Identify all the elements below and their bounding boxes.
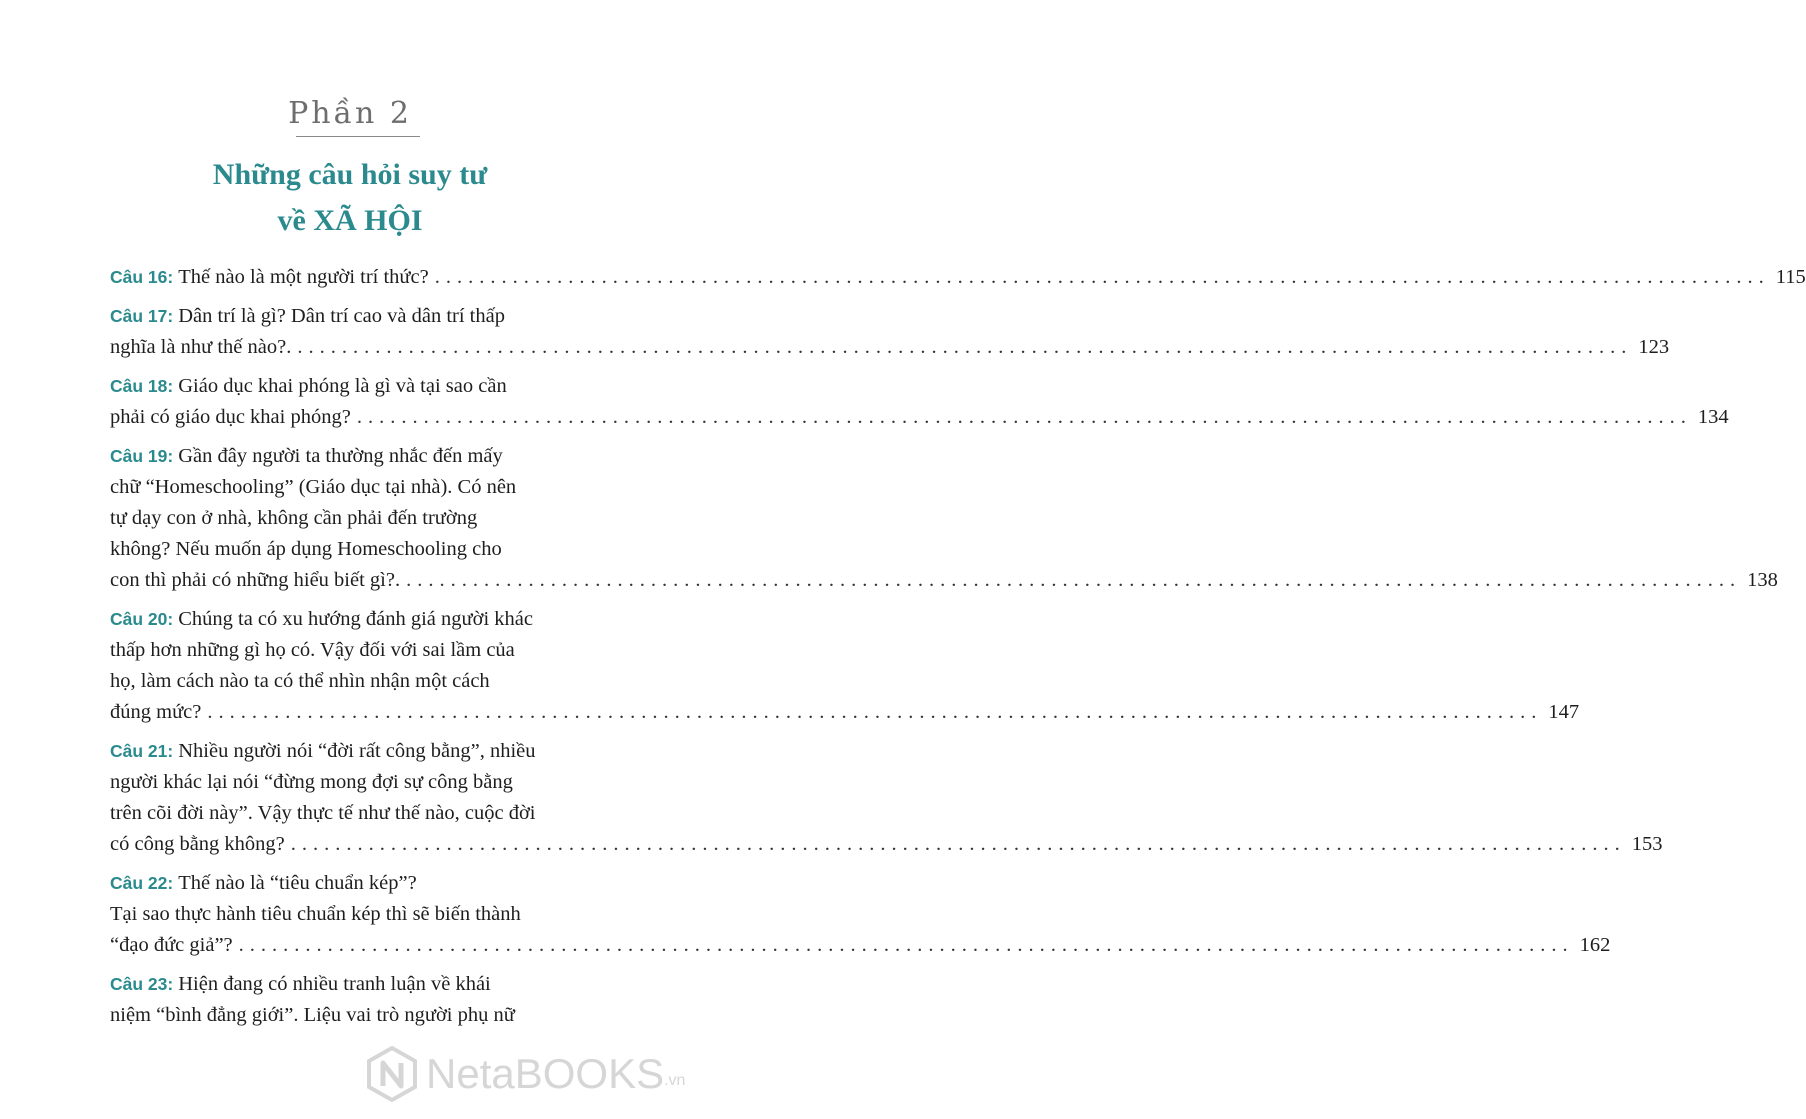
page-number: 162 <box>1579 934 1611 956</box>
toc-entry-text: chữ “Homeschooling” (Giáo dục tại nhà). Có nên <box>110 476 517 498</box>
toc-entry-line <box>110 371 606 402</box>
toc-entry-line <box>110 1000 606 1031</box>
page-number: 115 <box>1775 266 1806 288</box>
toc-entry-line <box>110 969 606 1000</box>
toc-entry-line <box>110 472 606 503</box>
section-title-line-1: Những câu hỏi suy tư <box>212 158 488 191</box>
toc-entry <box>110 441 1778 596</box>
page-number: 138 <box>1747 569 1778 591</box>
toc-entry-text: Nhiều người nói “đời rất công bằng”, nhiều <box>178 740 536 762</box>
watermark-text: NetaBOOKS <box>426 1050 665 1097</box>
toc-entry-text: người khác lại nói “đừng mong đợi sự công bằng <box>110 771 513 793</box>
part-underline <box>296 136 420 137</box>
toc-entry-last-line <box>110 829 1663 860</box>
toc-entry-last-line <box>110 930 1611 961</box>
toc-entry-line <box>110 666 606 697</box>
watermark <box>366 1046 685 1102</box>
toc-entry-last-line <box>110 402 1729 433</box>
toc-entry-line <box>110 604 606 635</box>
toc-entry-line <box>110 767 606 798</box>
dot-leader: ........................................................................................................................ <box>207 701 1543 723</box>
toc-entry-last-line <box>110 697 1580 728</box>
toc-entry-last-line <box>110 565 1778 596</box>
toc-entry-text: trên cõi đời này”. Vậy thực tế như thế nào, cuộc đời <box>110 802 536 824</box>
part-label: Phần 2 <box>288 96 412 131</box>
page-number: 153 <box>1631 833 1663 855</box>
toc-entry-text: nghĩa là như thế nào?. <box>110 336 292 358</box>
dot-leader: ........................................................................................................................ <box>406 569 1742 591</box>
page-number: 134 <box>1697 406 1729 428</box>
toc-entry-text: Hiện đang có nhiều tranh luận về khái <box>178 973 491 995</box>
toc-entry-text: phải có giáo dục khai phóng? <box>110 406 351 428</box>
toc-entry-text: tự dạy con ở nhà, không cần phải đến trường <box>110 507 478 529</box>
toc-entry-last-line <box>110 262 1806 293</box>
toc-entry-text: Chúng ta có xu hướng đánh giá người khác <box>178 608 533 630</box>
table-of-contents <box>110 262 1806 1039</box>
dot-leader: ........................................................................................................................ <box>238 934 1574 956</box>
toc-entry-line <box>110 736 606 767</box>
toc-entry <box>110 301 1670 363</box>
toc-entry-text: họ, làm cách nào ta có thể nhìn nhận một cách <box>110 670 490 692</box>
toc-entry-line <box>110 798 606 829</box>
toc-entry-text: Giáo dục khai phóng là gì và tại sao cần <box>178 375 507 397</box>
toc-entry-text: con thì phải có những hiểu biết gì?. <box>110 569 401 591</box>
toc-entry <box>110 371 1729 433</box>
toc-entry-last-line <box>110 332 1670 363</box>
toc-entry <box>110 262 1806 293</box>
toc-entry-text: Dân trí là gì? Dân trí cao và dân trí thấp <box>178 305 505 327</box>
toc-entry-label: Câu 16: <box>110 267 174 287</box>
toc-entry-label: Câu 20: <box>110 609 174 629</box>
watermark-suffix: .vn <box>664 1072 686 1089</box>
toc-entry-label: Câu 22: <box>110 873 174 893</box>
toc-entry-text: Thế nào là “tiêu chuẩn kép”? <box>178 872 417 894</box>
page-number: 147 <box>1548 701 1580 723</box>
toc-entry-line <box>110 503 606 534</box>
toc-entry-text: có công bằng không? <box>110 833 285 855</box>
hexagon-n-logo-icon <box>366 1046 418 1102</box>
toc-entry <box>110 604 1580 728</box>
toc-entry-line <box>110 899 606 930</box>
toc-entry-line <box>110 868 606 899</box>
toc-entry-line <box>110 534 606 565</box>
toc-entry-text: thấp hơn những gì họ có. Vậy đối với sai lầm của <box>110 639 515 661</box>
toc-entry-line <box>110 441 606 472</box>
toc-entry-line <box>110 301 606 332</box>
dot-leader: ........................................................................................................................ <box>434 266 1770 288</box>
page-number: 123 <box>1638 336 1670 358</box>
section-title-line-2: về XÃ HỘI <box>277 204 423 237</box>
toc-entry-text: đúng mức? <box>110 701 202 723</box>
toc-entry <box>110 969 606 1031</box>
toc-entry-text: không? Nếu muốn áp dụng Homeschooling cho <box>110 538 502 560</box>
toc-entry-line <box>110 635 606 666</box>
toc-entry-label: Câu 21: <box>110 741 174 761</box>
toc-entry-text: niệm “bình đẳng giới”. Liệu vai trò người phụ nữ <box>110 1004 515 1026</box>
toc-entry-label: Câu 17: <box>110 306 174 326</box>
toc-entry <box>110 736 1663 860</box>
toc-entry-text: Tại sao thực hành tiêu chuẩn kép thì sẽ biến thành <box>110 903 521 925</box>
dot-leader: ........................................................................................................................ <box>290 833 1626 855</box>
dot-leader: ........................................................................................................................ <box>356 406 1692 428</box>
toc-entry-label: Câu 19: <box>110 446 174 466</box>
dot-leader: ........................................................................................................................ <box>297 336 1633 358</box>
toc-entry-text: “đạo đức giả”? <box>110 934 233 956</box>
toc-entry-text: Thế nào là một người trí thức? <box>178 266 429 288</box>
toc-entry-label: Câu 18: <box>110 376 174 396</box>
toc-entry-text: Gần đây người ta thường nhắc đến mấy <box>178 445 503 467</box>
toc-entry <box>110 868 1611 961</box>
toc-entry-label: Câu 23: <box>110 974 174 994</box>
